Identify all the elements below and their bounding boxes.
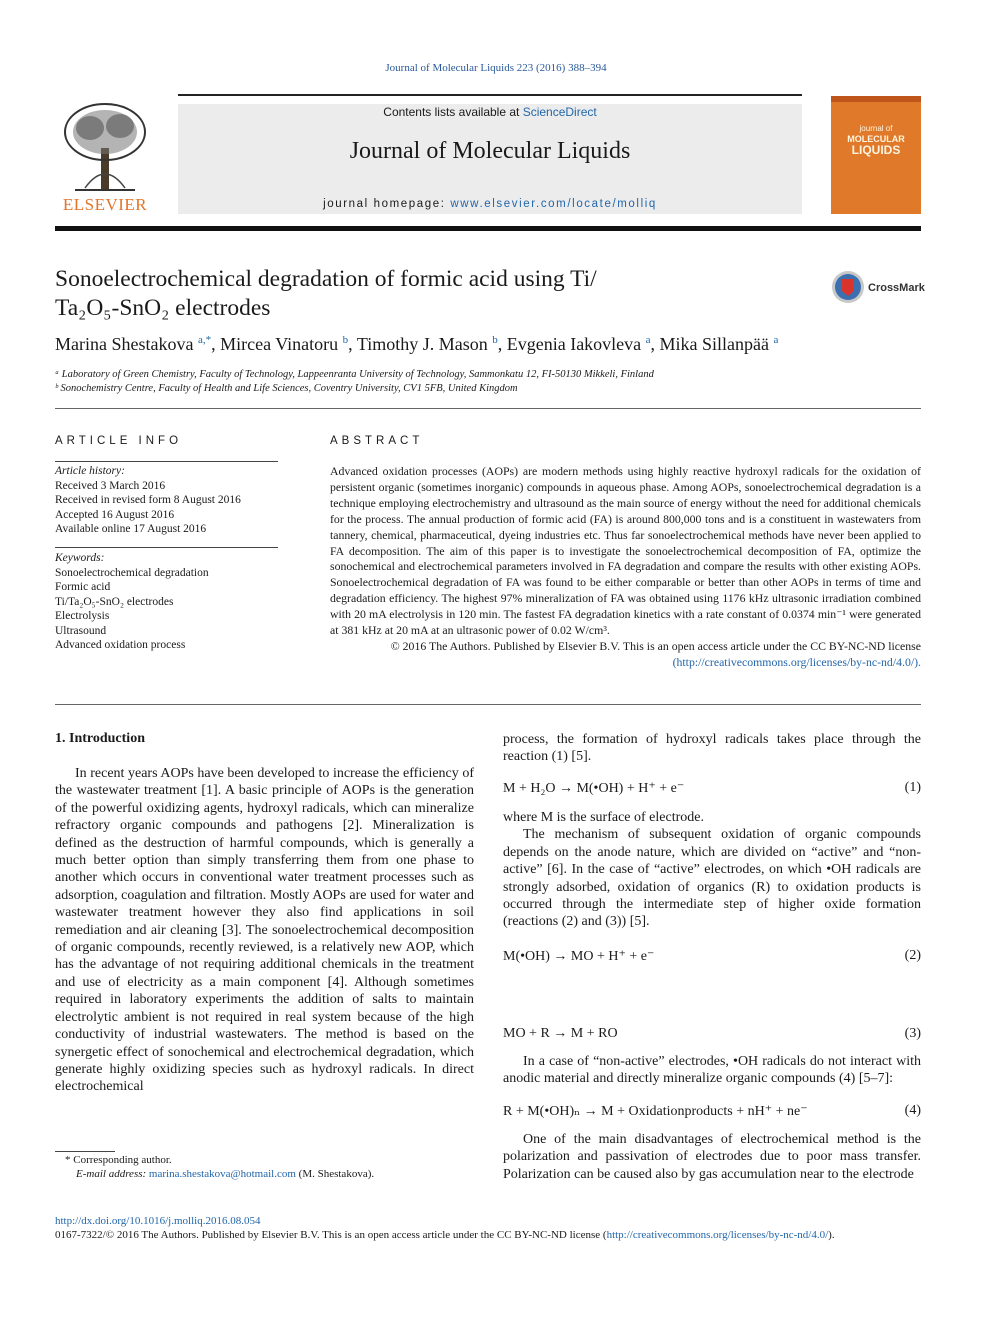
abstract-body <box>330 464 921 671</box>
affiliation-b: ᵇ Sonochemistry Centre, Faculty of Health and Life Sciences, Coventry University, CV1 5FB, United Kingdom <box>55 383 518 394</box>
body-paragraph: One of the main disadvantages of electrochemical method is the polarization and passivation of electrodes due to poor mass transfer. Polarization can be caused also by gas accumulation near to the electrode <box>503 1132 921 1182</box>
right-column-text <box>503 731 921 766</box>
cover-top-strip <box>831 96 921 102</box>
keyword-item: Formic acid <box>55 581 111 593</box>
doi-link[interactable]: http://dx.doi.org/10.1016/j.molliq.2016.08.054 <box>55 1215 261 1227</box>
abstract-license <box>330 639 921 671</box>
header-rule-top <box>178 94 802 96</box>
keyword-item: Sonoelectrochemical degradation <box>55 566 209 579</box>
cover-title <box>831 124 921 157</box>
history-item: Accepted 16 August 2016 <box>55 508 175 521</box>
right-column-text <box>503 809 921 931</box>
abstract-license-link[interactable]: (http://creativecommons.org/licenses/by-nc-nd/4.0/). <box>672 654 921 669</box>
homepage-prefix: journal homepage: <box>323 198 451 210</box>
author-3[interactable]: Timothy J. Mason $^b$ <box>356 334 498 354</box>
keyword-item: Ti/Ta₂O₅-SnO₂ electrodes <box>55 595 174 608</box>
journal-homepage-line <box>178 198 802 210</box>
abstract-heading: ABSTRACT <box>330 435 424 447</box>
journal-citation[interactable]: Journal of Molecular Liquids 223 (2016) 388–394 <box>385 62 607 74</box>
author-4[interactable]: Evgenia Iakovleva $^a$ <box>506 334 651 354</box>
corresponding-author-note: * Corresponding author. <box>65 1154 172 1166</box>
keywords-label: Keywords: <box>55 552 105 564</box>
history-item: Received 3 March 2016 <box>55 479 166 492</box>
elsevier-wordmark: ELSEVIER <box>62 195 148 214</box>
body-paragraph: The mechanism of subsequent oxidation of organic compounds depends on the anode nature, which are divided on “active” and “non-active” [6]. In the case of “active” electrodes, on which •OH radicals are strongly adsorbed, oxidation of organics (R) to oxidation products is occurred through the intermediate step of higher oxide formation (reactions (2) and (3)) [5]. <box>503 827 921 930</box>
equation-number: (2) <box>904 948 921 963</box>
email-suffix: (M. Shestakova). <box>295 1168 375 1180</box>
footer-license <box>55 1229 835 1241</box>
journal-cover-thumbnail[interactable] <box>831 96 921 214</box>
article-info-heading: ARTICLE INFO <box>55 435 183 447</box>
divider <box>55 547 278 548</box>
equation-text: M(•OH) → MO + H⁺ + e⁻ <box>503 949 655 964</box>
equation-text: M + H₂O → M(•OH) + H⁺ + e⁻ <box>503 781 685 796</box>
keyword-item: Advanced oxidation process <box>55 639 186 651</box>
equation-2 <box>503 948 921 966</box>
keyword-item: Electrolysis <box>55 610 110 622</box>
footnote-rule <box>55 1151 115 1152</box>
footer-license-prefix: 0167-7322/© 2016 The Authors. Published by Elsevier B.V. This is an open access article under the CC BY-NC-ND license ( <box>55 1229 607 1241</box>
keyword-item: Ultrasound <box>55 624 107 637</box>
equation-4 <box>503 1103 921 1121</box>
cover-title-line-2: MOLECULAR <box>847 134 905 144</box>
article-title-line-2: Ta₂O₅-SnO₂ electrodes <box>55 295 271 321</box>
history-item: Received in revised form 8 August 2016 <box>55 494 241 506</box>
left-column <box>55 765 474 1096</box>
cover-title-line-1: journal of <box>859 124 893 133</box>
divider <box>55 461 278 462</box>
crossmark-label[interactable]: CrossMark <box>868 282 925 294</box>
equation-number: (3) <box>904 1026 921 1041</box>
body-paragraph: where M is the surface of electrode. <box>503 810 704 825</box>
email-label: E-mail address: <box>76 1168 149 1180</box>
equation-number: (4) <box>904 1103 921 1118</box>
author-1[interactable]: Marina Shestakova $^{a,*}$ <box>55 334 212 354</box>
body-paragraph: In a case of “non-active” electrodes, •OH radicals do not interact with anodic material and directly mineralize organic compounds (4) [5–7]: <box>503 1054 921 1087</box>
sciencedirect-link[interactable]: ScienceDirect <box>522 105 597 119</box>
keywords <box>55 551 278 653</box>
equation-number: (1) <box>904 780 921 795</box>
equation-text: MO + R → M + RO <box>503 1026 618 1041</box>
article-title-line-1: Sonoelectrochemical degradation of formic acid using Ti/ <box>55 266 597 292</box>
crossmark-icon <box>831 269 867 305</box>
divider <box>55 704 921 705</box>
equation-text: R + M(•OH)ₙ → M + Oxidationproducts + nH⁺ + ne⁻ <box>503 1104 808 1119</box>
intro-paragraph: In recent years AOPs have been developed to increase the efficiency of the wastewater treatment [1]. A basic principle of AOPs is the generation of the powerful oxidizing agents, hydroxyl radicals, which can mineralize refractory organic compounds and pathogens [2]. Mineralization is defined as the destruction of harmful compounds, which is generally a much better option than simply transferring them from one phase to another which occurs in conventional water treatment processes such as adsorption, coagulation and filtration. Mostly AOPs are used for water and wastewater treatment however they also find applications in soil remediation and air cleaning [3]. The sonoelectrochemical decomposition of organic compounds, recently reviewed, is a relatively new AOP, which has the advantage of not requiring additional chemicals in the treatment and use of electricity as a main component [4]. Although sometimes required in laboratory experiments the addition of salts to maintain electrolytic ambient is not required in real system because of the high conductivity of industrial wastewaters. The method is based on the synergetic effect of sonochemical and electrochemical degradation, which generate highly oxidizing species such as hydroxyl radicals. In direct electrochemical <box>55 766 474 1095</box>
divider <box>55 408 921 409</box>
footer-license-link[interactable]: http://creativecommons.org/licenses/by-nc-nd/4.0/ <box>606 1229 829 1241</box>
cover-title-line-3: LIQUIDS <box>851 143 901 157</box>
right-column-text <box>503 1131 921 1183</box>
equation-3 <box>503 1026 921 1044</box>
abstract-copyright: © 2016 The Authors. Published by Elsevier B.V. This is an open access article under the CC BY-NC-ND license <box>390 638 921 653</box>
equation-1 <box>503 780 921 798</box>
journal-name: Journal of Molecular Liquids <box>349 138 631 164</box>
email-note <box>76 1168 374 1180</box>
contents-line <box>178 105 802 119</box>
history-label: Article history: <box>55 465 125 477</box>
abstract-paragraph: Advanced oxidation processes (AOPs) are modern methods using highly reactive hydroxyl radicals for the oxidation of persistent organic (sometimes inorganic) compounds in aqueous phase. Among AOPs, sonoelectrochemical degradation is a technique employing electrochemistry and ultrasound as the main source of energy without the need for additional chemicals for the process. The annual production of formic acid (FA) is around 800,000 tons and is a constituent in wastewaters from tannery, chemical, pharmaceutical, dyeing industries etc. Thus far sonoelectrochemical methods have never been applied to FA decomposition. The aim of this paper is to investigate the sonoelectrochemical decomposition of FA, optimize the sonochemical and electrochemical parameters involved in FA degradation and compare the results with other existing AOPs. Sonoelectrochemical degradation of FA was found to be either comparable or better than other AOPs in terms of time and degradation efficiency. The highest 97% mineralization of FA was obtained using 1176 kHz ultrasonic irradiation combined with 20 mA electrolysis in 120 min. The fastest FA degradation kinetics with a rate constant of 0.0374 min⁻¹ were generated at 381 kHz at 20 mA at an ultrasonic power of 0.02 W/cm³. <box>330 464 921 638</box>
footer-license-suffix: ). <box>828 1229 835 1241</box>
author-2[interactable]: Mircea Vinatoru $^b$ <box>220 334 349 354</box>
right-column-text <box>503 1053 921 1088</box>
author-list: Marina Shestakova $^{a,*}$, Mircea Vinatoru $^b$, Timothy J. Mason $^b$, Evgenia Iakovleva $^a$, Mika Sillanpää $^a$ <box>55 334 779 354</box>
article-history <box>55 464 278 537</box>
affiliation-a: ᵃ Laboratory of Green Chemistry, Faculty of Technology, Lappeenranta University of Technology, Sammonkatu 12, FI-50130 Mikkeli, Finland <box>55 369 654 380</box>
author-5[interactable]: Mika Sillanpää $^a$ <box>659 334 779 354</box>
contents-prefix: Contents lists available at <box>383 105 523 119</box>
header-rule-bottom <box>55 226 921 231</box>
email-link[interactable]: marina.shestakova@hotmail.com <box>148 1168 296 1180</box>
homepage-link[interactable]: www.elsevier.com/locate/molliq <box>450 198 657 210</box>
article-title <box>55 265 775 323</box>
body-paragraph: process, the formation of hydroxyl radicals takes place through the reaction (1) [5]. <box>503 732 921 765</box>
section-heading-introduction: 1. Introduction <box>55 731 145 746</box>
history-item: Available online 17 August 2016 <box>55 523 207 535</box>
